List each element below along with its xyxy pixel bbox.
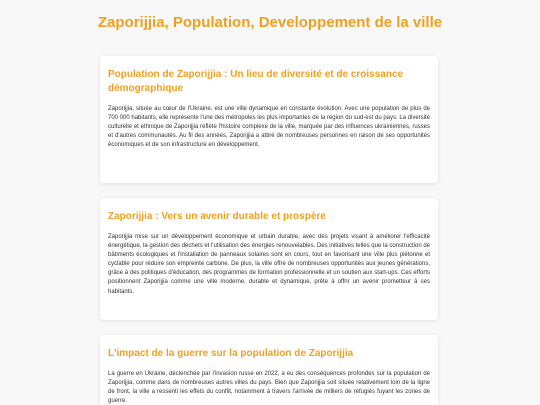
section-card-population: [100, 56, 438, 183]
section-body: Zaporijjia mise sur un développement économique et urbain durable, avec des projets visant à améliorer l'efficacité énergétique, la gestion des déchets et l'utilisation des énergies renouvelables. Des initiatives telles que la construction de bâtiments écologiques et l'installation de panneaux solaires sont en cours, tout en favorisant une ville plus piétonne et cyclable pour réduire son empreinte carbone. De plus, la ville offre de nombreuses opportunités aux jeunes générations, grâce à des politiques d'éducation, des programmes de formation professionnelle et un soutien aux start-ups. Ces efforts positionnent Zaporijjia comme une ville moderne, durable et dynamique, prête à offrir un avenir prometteur à ses habitants.: [108, 234, 431, 295]
section-card-future: [100, 198, 438, 320]
section-heading: L'impact de la guerre sur la population de Zaporijjia: [108, 348, 354, 359]
section-card-war-impact: [100, 335, 438, 405]
section-body: Zaporijjia, située au cœur de l'Ukraine, est une ville dynamique en constante évolution. Avec une population de plus de 700 000 habitants, elle représente l'une des métropoles les plus importantes de la région du sud-est du pays. La diversité culturelle et ethnique de Zaporijjia reflète l'histoire complexe de la ville, marquée par des influences ukrainiennes, russes et d'autres communautés. Au fil des années, Zaporijjia a attiré de nombreuses personnes en raison de ses opportunités économiques et de son infrastructure en développement.: [108, 106, 431, 149]
section-body: La guerre en Ukraine, déclenchée par l'invasion russe en 2022, a eu des conséquences profondes sur la population de Zaporijjia, comme dans de nombreuses autres villes du pays. Bien que Zaporijjia soit située relativement loin de la ligne de front, la ville a ressenti les effets du conflit, notamment à travers l'arrivée de milliers de réfugiés fuyant les zones de guerre.: [108, 371, 430, 405]
page-title: Zaporijjia, Population, Developpement de la ville: [97, 14, 443, 31]
section-heading: Zaporijjia : Vers un avenir durable et prospère: [108, 211, 326, 222]
section-heading: Population de Zaporijjia : Un lieu de diversité et de croissance démographique: [108, 69, 404, 94]
